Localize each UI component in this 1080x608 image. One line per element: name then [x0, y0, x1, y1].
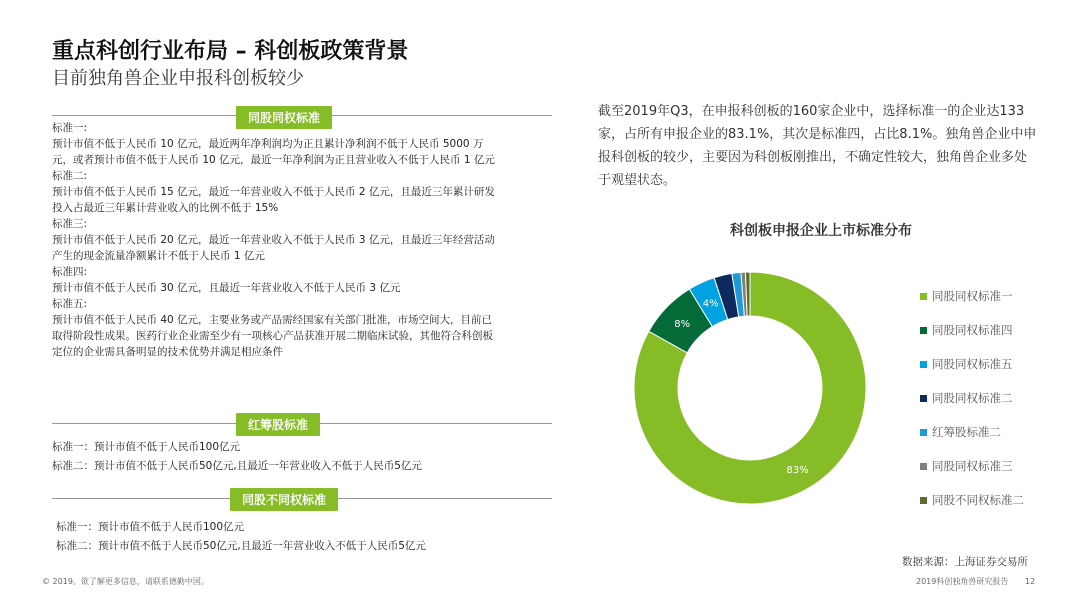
standard-line: 投入占最近三年累计营业收入的比例不低于 15% [52, 202, 279, 214]
standard-line: 标准二：预计市值不低于人民币50亿元,且最近一年营业收入不低于人民币5亿元 [52, 460, 422, 472]
standard-line: 标准五: [52, 298, 88, 310]
chart-title: 科创板申报企业上市标准分布 [730, 223, 912, 239]
legend-label: 同股同权标准四 [932, 323, 1013, 337]
red-chip-standards [52, 438, 552, 476]
section-label-red-chip: 红筹股标准 [236, 413, 320, 436]
legend-swatch [920, 429, 927, 436]
section-label-same-equity: 同股同权标准 [236, 106, 332, 129]
standard-line: 标准二: [52, 170, 88, 182]
legend-swatch [920, 463, 927, 470]
standard-line: 定位的企业需具备明显的技术优势并满足相应条件 [52, 346, 283, 358]
standard-line: 产生的现金流量净额累计不低于人民币 1 亿元 [52, 250, 265, 262]
footer-copyright: © 2019。欲了解更多信息，请联系德勤中国。 [42, 577, 209, 586]
section-label-diff-equity: 同股不同权标准 [230, 488, 338, 511]
legend-label: 同股同权标准一 [932, 289, 1013, 303]
data-source: 数据来源：上海证券交易所 [902, 556, 1028, 568]
standard-line: 标准一：预计市值不低于人民币100亿元 [56, 521, 245, 533]
standard-line: 标准三: [52, 218, 88, 230]
legend-swatch [920, 361, 927, 368]
legend-label: 同股同权标准三 [932, 459, 1013, 473]
legend-swatch [920, 395, 927, 402]
standard-line: 元，或者预计市值不低于人民币 10 亿元，最近一年净利润为正且营业收入不低于人民币 1 亿元 [52, 154, 495, 166]
pie-data-label: 8% [674, 318, 691, 330]
footer-report-title: 2019科创独角兽研究报告 [916, 577, 1009, 586]
legend-swatch [920, 497, 927, 504]
same-equity-standards [52, 120, 552, 360]
legend-label: 同股不同权标准二 [932, 493, 1024, 507]
pie-data-label: 4% [702, 298, 719, 310]
standard-line: 取得阶段性成果。医药行业企业需至少有一项核心产品获准开展二期临床试验，其他符合科创板 [52, 330, 493, 342]
page-title: 重点科创行业布局 – 科创板政策背景 [52, 39, 409, 64]
legend-label: 同股同权标准五 [932, 357, 1013, 371]
donut-chart [630, 268, 870, 508]
diff-equity-standards [56, 518, 556, 556]
legend-label: 同股同权标准二 [932, 391, 1013, 405]
standard-line: 标准一: [52, 122, 88, 134]
page-number: 12 [1024, 577, 1036, 586]
standard-line: 预计市值不低于人民币 20 亿元，最近一年营业收入不低于人民币 3 亿元，且最近三年经营活动 [52, 234, 495, 246]
standard-line: 标准四: [52, 266, 88, 278]
standard-line: 预计市值不低于人民币 10 亿元，最近两年净利润均为正且累计净利润不低于人民币 5000 万 [52, 138, 484, 150]
footer-report [916, 576, 1035, 587]
legend-swatch [920, 293, 927, 300]
standard-line: 预计市值不低于人民币 40 亿元，主要业务或产品需经国家有关部门批准，市场空间大，目前已 [52, 314, 493, 326]
legend-swatch [920, 327, 927, 334]
standard-line: 标准二：预计市值不低于人民币50亿元,且最近一年营业收入不低于人民币5亿元 [56, 540, 426, 552]
description-text: 截至2019年Q3，在申报科创板的160家企业中，选择标准一的企业达133家，占所有申报企业的83.1%，其次是标准四，占比8.1%。独角兽企业中申报科创板的较少，主要因为科创板刚推出，不确定性较大，独角兽企业多处于观望状态。 [598, 104, 1037, 188]
pie-data-label: 83% [786, 465, 809, 477]
legend-label: 红筹股标准二 [932, 425, 1001, 439]
page-subtitle: 目前独角兽企业申报科创板较少 [52, 68, 304, 89]
standard-line: 预计市值不低于人民币 30 亿元，且最近一年营业收入不低于人民币 3 亿元 [52, 282, 401, 294]
standard-line: 预计市值不低于人民币 15 亿元，最近一年营业收入不低于人民币 2 亿元，且最近三年累计研发 [52, 186, 495, 198]
standard-line: 标准一：预计市值不低于人民币100亿元 [52, 441, 241, 453]
